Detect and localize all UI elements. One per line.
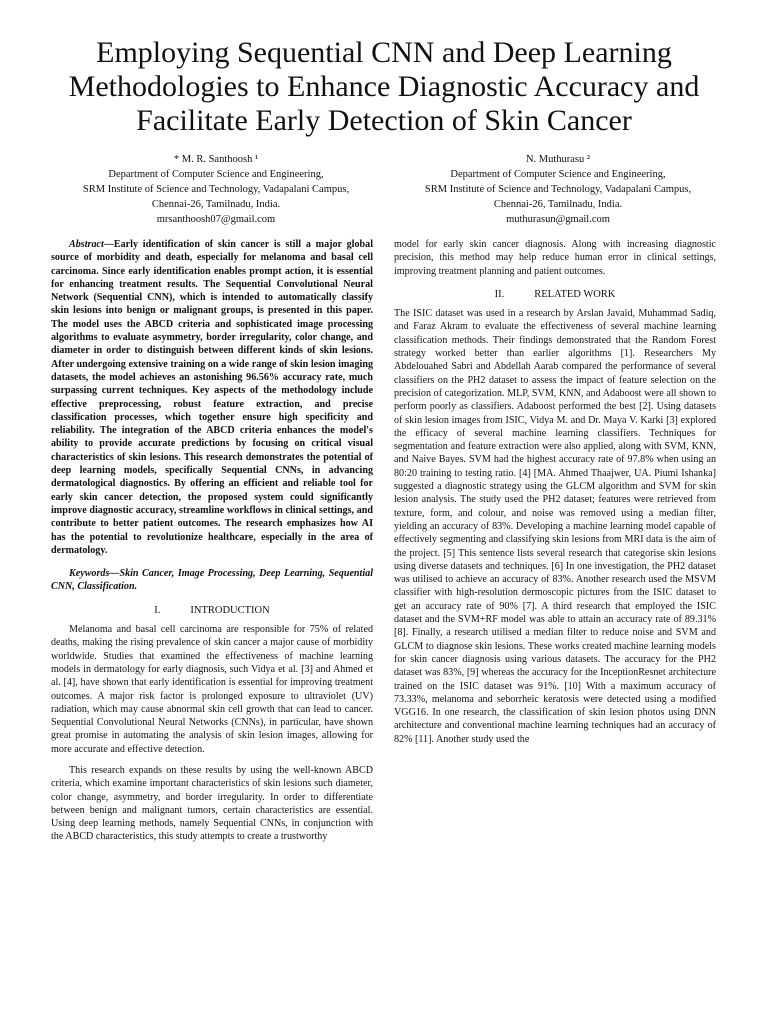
intro-paragraph: Melanoma and basal cell carcinoma are responsible for 75% of related deaths, making the rising prevalence of skin cancer a major cause of morbidity worldwide. Studies that examined the effectiveness of machine learning models in dermatology for early diagnosis, such Vidya et al. [3] and Ahmed et al. [4], have shown that early identification is essential for improving treatment outcomes. A major risk factor is prolonged exposure to ultraviolet (UV) radiation, which may cause abnormal skin cell growth that can lead to cancer. Sequential Convolutional Neural Networks (CNNs), in particular, have shown great promise in automating the analysis of skin lesion images, allowing for more accurate and effective detection. — [51, 624, 373, 755]
author-department: Department of Computer Science and Engineering, — [450, 169, 666, 180]
author-block-1 — [56, 152, 376, 227]
keywords — [51, 567, 373, 594]
author-name: N. Muthurasu ² — [525, 154, 591, 165]
section-number: II. — [494, 288, 505, 300]
section-title: INTRODUCTION — [190, 604, 270, 616]
section-number: I. — [154, 604, 161, 616]
author-block-2 — [398, 152, 718, 227]
paper-title: Employing Sequential CNN and Deep Learning Methodologies to Enhance Diagnostic Accuracy and Facilitate Early Detection of Skin Cancer — [68, 36, 700, 137]
author-institution: SRM Institute of Science and Technology, Vadapalani Campus, — [82, 184, 350, 195]
abstract-text: —Early identification of skin cancer is still a major global source of morbidity and death, especially for melanoma and basal cell carcinoma. Since early identification enables prompt action, it is essential for enhancing treatment results. The Sequential Convolutional Neural Network (Sequential CNN), which is intended to automatically classify skin lesions into benign or malignant groups, is presented in this paper. The model uses the ABCD criteria and sophisticated image processing algorithms to evaluate asymmetry, border irregularity, color change, and diameter in order to distinguish between different kinds of skin lesions. After undergoing extensive training on a wide range of skin lesion imaging datasets, the model achieves an astonishing 96.56% accuracy rate, much surpassing current techniques. Key aspects of the methodology include effective preprocessing, robust feature extraction, and precise classification processes, which together ensure high specificity and reliability. The integration of the ABCD criteria enhances the model's ability to provide accurate predictions by focusing on critical visual characteristics of skin lesions. This research demonstrates the potential of deep learning models, specifically Sequential CNNs, in advancing dermatological diagnostics. By offering an efficient and reliable tool for early skin cancer detection, the proposed system could significantly improve diagnostic accuracy, streamline workflows in clinical settings, and contribute to better patient outcomes. The research emphasizes how AI has the potential to revolutionize healthcare, especially in the area of dermatology. — [51, 239, 373, 556]
author-department: Department of Computer Science and Engineering, — [108, 169, 324, 180]
author-institution: SRM Institute of Science and Technology, Vadapalani Campus, — [424, 184, 692, 195]
keywords-label: Keywords — [69, 568, 110, 580]
author-name: * M. R. Santhoosh ¹ — [173, 154, 259, 165]
section-heading-related-work — [394, 288, 716, 301]
author-city: Chennai-26, Tamilnadu, India. — [151, 199, 281, 210]
keywords-text: —Skin Cancer, Image Processing, Deep Learning, Sequential CNN, Classification. — [51, 568, 373, 593]
author-email: mrsanthoosh07@gmail.com — [156, 214, 276, 225]
intro-paragraph-continued: model for early skin cancer diagnosis. Along with increasing diagnostic precision, this method may help reduce human error in clinical settings, improving treatment planning and patient outcomes. — [394, 239, 716, 277]
intro-paragraph: This research expands on these results by using the well-known ABCD criteria, which examine important characteristics of skin lesions such diameter, color change, asymmetry, and border irregularity. In order to differentiate between benign and malignant tumors, certain characteristics are essential. Using deep learning methods, namely Sequential CNNs, in conjunction with the ABCD characteristics, this study attempts to create a trustworthy — [51, 764, 373, 843]
author-email: muthurasun@gmail.com — [506, 214, 610, 225]
related-work-paragraph: The ISIC dataset was used in a research by Arslan Javaid, Muhammad Sadiq, and Faraz Akram to evaluate the effectiveness of several machine learning classification methods. Their findings demonstrated that the Random Forest strategy worked better than earlier algorithms [1]. Researchers My Abdelouahed Sabri and Abdellah Aarab compared the performance of several classifiers on the PH2 dataset to assess the impact of feature selection on the precision of categorization. MLP, SVM, KNN, and Adaboost were all shown to perform poorly as classifiers. Adaboost performed the best [2]. Using datasets of skin lesion images from ISIC, Vidya M. and Dr. Maya V. Karki [3] explored the efficacy of several machine learning classifiers. Techniques for segmentation and feature extraction were also applied, along with SVM, KNN, and Naive Bayes. SVM had the highest accuracy rate of 97.8% when using an 80:20 training to testing ratio. [4] [MA. Ahmed Thaajwer, UA. Piumi Ishanka] suggested a diagnostic strategy using the GLCM algorithm and SVM for skin lesion analysis. The study used the PH2 dataset; features were retrieved from texture, form, and colour, and noise was removed using a median filter, yielding an accuracy of 83%. Developing a machine learning model capable of effectively segmenting and classifying skin lesions from MRI data is the aim of the project. [5] This sentence lists several research that categorise skin lesions using diverse datasets and techniques. [6] In one investigation, the PH2 dataset was utilised to achieve an accuracy of 83%. Another research used the MSVM classifier with high-resolution dermoscopic pictures from the ISIC dataset to get an accuracy rate of 90% [7]. A third research that employed the ISIC dataset and the SVM+RF model was able to attain an accuracy rate of 89.31% [8]. Finally, a research utilised a median filter to reduce noise and SVM and GLCM to diagnose skin lesions. These works created machine learning models for skin cancer diagnosis using various datasets. The accuracy for the PH2 dataset was 83%, [9] whereas the accuracy for the InceptionResnet architecture trained on the ISIC dataset was 91%. [10] With a maximum accuracy of 73.33%, melanoma and seborrheic keratosis were detected using a modified VGG16. In one research, the classification of skin lesion photos using DNN architecture and conventional machine learning techniques had an accuracy of 82% [11]. Another study used the — [394, 308, 716, 745]
section-heading-introduction — [51, 604, 373, 617]
left-column — [51, 238, 373, 844]
author-city: Chennai-26, Tamilnadu, India. — [493, 199, 623, 210]
abstract — [51, 238, 373, 557]
section-title: RELATED WORK — [534, 288, 616, 300]
right-column — [394, 238, 716, 746]
abstract-label: Abstract — [69, 239, 104, 250]
